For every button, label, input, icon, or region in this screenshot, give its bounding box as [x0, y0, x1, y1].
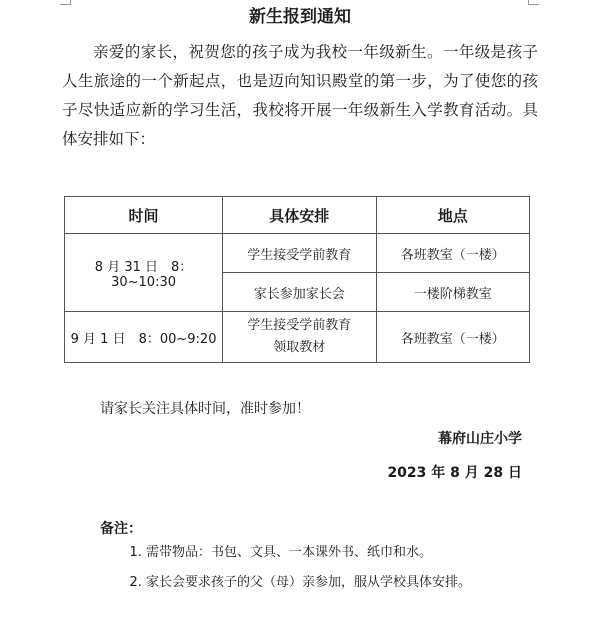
- location-cell: 一楼阶梯教室: [376, 273, 529, 312]
- activity-line: 领取教材: [273, 340, 326, 355]
- schedule-table: [64, 196, 530, 363]
- list-item: 2. 家长会要求孩子的父（母）亲参加，服从学校具体安排。: [146, 568, 471, 598]
- header-activity: 具体安排: [223, 197, 376, 234]
- activity-cell: 学生接受学前教育: [223, 234, 376, 273]
- school-name: 幕府山庄小学: [438, 431, 522, 447]
- activity-cell: 家长参加家长会: [223, 273, 376, 312]
- table-row: [65, 312, 530, 363]
- location-cell: 各班教室（一楼）: [376, 312, 529, 363]
- activity-line: 学生接受学前教育: [247, 318, 352, 333]
- table-row: [65, 234, 530, 273]
- notice-date: 2023 年 8 月 28 日: [387, 465, 522, 481]
- reminder-text: 请家长关注具体时间，准时参加！: [100, 401, 310, 417]
- header-location: 地点: [376, 197, 529, 234]
- list-item: 1. 需带物品：书包、文具、一本课外书、纸巾和水。: [146, 538, 471, 568]
- notes-list: [124, 538, 471, 598]
- notes-label: 备注：: [100, 521, 142, 537]
- notice-title: 新生报到通知: [249, 7, 351, 27]
- table-header-row: [65, 197, 530, 234]
- header-time: 时间: [65, 197, 223, 234]
- time-cell: 8 月 31 日 8：30~10:30: [65, 234, 223, 312]
- location-cell: 各班教室（一楼）: [376, 234, 529, 273]
- time-cell: 9 月 1 日 8：00~9:20: [65, 312, 223, 363]
- activity-cell: [223, 312, 376, 363]
- intro-paragraph: 亲爱的家长，祝贺您的孩子成为我校一年级新生。一年级是孩子人生旅途的一个新起点，也是迈向知识殿堂的第一步，为了使您的孩子尽快适应新的学习生活，我校将开展一年级新生入学教育活动。具体安排如下：: [62, 43, 538, 148]
